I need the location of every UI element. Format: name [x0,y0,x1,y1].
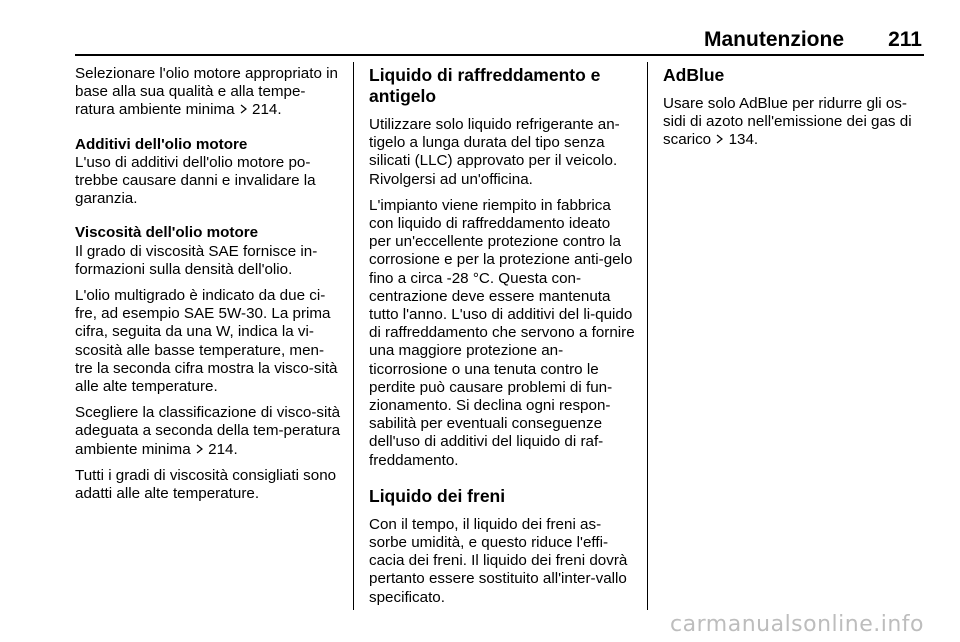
column-1 [75,65,341,511]
header-rule [75,54,924,56]
xref-arrow-icon [195,441,204,459]
adblue-heading: AdBlue [663,65,725,85]
page-reference-link[interactable]: 214. [252,101,282,119]
oil-additives-paragraph: L'uso di additivi dell'olio motore po-trebbe causare danni e invalidare la garanzia. [75,153,316,208]
viscosity-choice-paragraph: Scegliere la classificazione di visco-sità adeguata a seconda della tem-peratura ambiente minima 214. [75,404,341,458]
coolant-paragraph-2: L'impianto viene riempito in fabbrica con liquido di raffreddamento ideato per un'eccellente protezione contro la corrosione e per la protezione anti-gelo fino a circa -28 °C. Questa con-centrazione deve essere mantenuta tutto l'anno. L'uso di additivi del li-quido di raffreddamento che servono a fornire una maggiore protezione an-ticorrosione o una tenuta contro le perdite può causare problemi di fun-zionamento. Si declina ogni respon-sabilità per eventuali conseguenze dell'uso di additivi del liquido di raf-freddamento. [369,196,635,469]
adblue-paragraph: Usare solo AdBlue per ridurre gli os-sidi di azoto nell'emissione dei gas di scarico 134. [663,95,912,149]
page-reference-link[interactable]: 214. [208,440,238,458]
watermark: carmanualsonline.info [670,612,924,637]
page-reference-link[interactable]: 134. [728,131,759,149]
column-2 [369,65,635,615]
section-title: Manutenzione [704,28,844,51]
brake-fluid-paragraph: Con il tempo, il liquido dei freni as-sorbe umidità, e questo riduce l'effi-cacia dei freni. Il liquido dei freni dovrà pertanto essere sostituito all'inter-vallo specificato. [369,515,628,606]
column-3 [663,65,929,158]
oil-viscosity-heading: Viscosità dell'olio motore [75,224,259,242]
page-number: 211 [888,28,922,51]
xref-arrow-icon [239,101,248,119]
page-header [75,26,924,52]
xref-arrow-icon [715,131,724,149]
coolant-heading: Liquido di raffreddamento e antigelo [369,65,601,106]
oil-selection-paragraph: Selezionare l'olio motore appropriato in base alla sua qualità e alla tempe-ratura ambiente minima 214. [75,65,338,119]
oil-additives-heading: Additivi dell'olio motore [75,135,248,153]
all-grades-paragraph: Tutti i gradi di viscosità consigliati sono adatti alle alte temperature. [75,466,337,503]
coolant-paragraph-1: Utilizzare solo liquido refrigerante an-tigelo a lunga durata del tipo senza silicati (LLC) approvato per il veicolo. Rivolgersi ad un'officina. [369,116,620,188]
column-divider [353,62,354,610]
column-divider [647,62,648,610]
oil-viscosity-paragraph: Il grado di viscosità SAE fornisce in-formazioni sulla densità dell'olio. [75,242,318,278]
multigrade-paragraph: L'olio multigrado è indicato da due ci-fre, ad esempio SAE 5W-30. La prima cifra, seguita da una W, indica la vi-scosità alle basse temperature, men-tre la seconda cifra mostra la visco-sità alle alte temperature. [75,287,338,396]
brake-fluid-heading: Liquido dei freni [369,485,506,506]
